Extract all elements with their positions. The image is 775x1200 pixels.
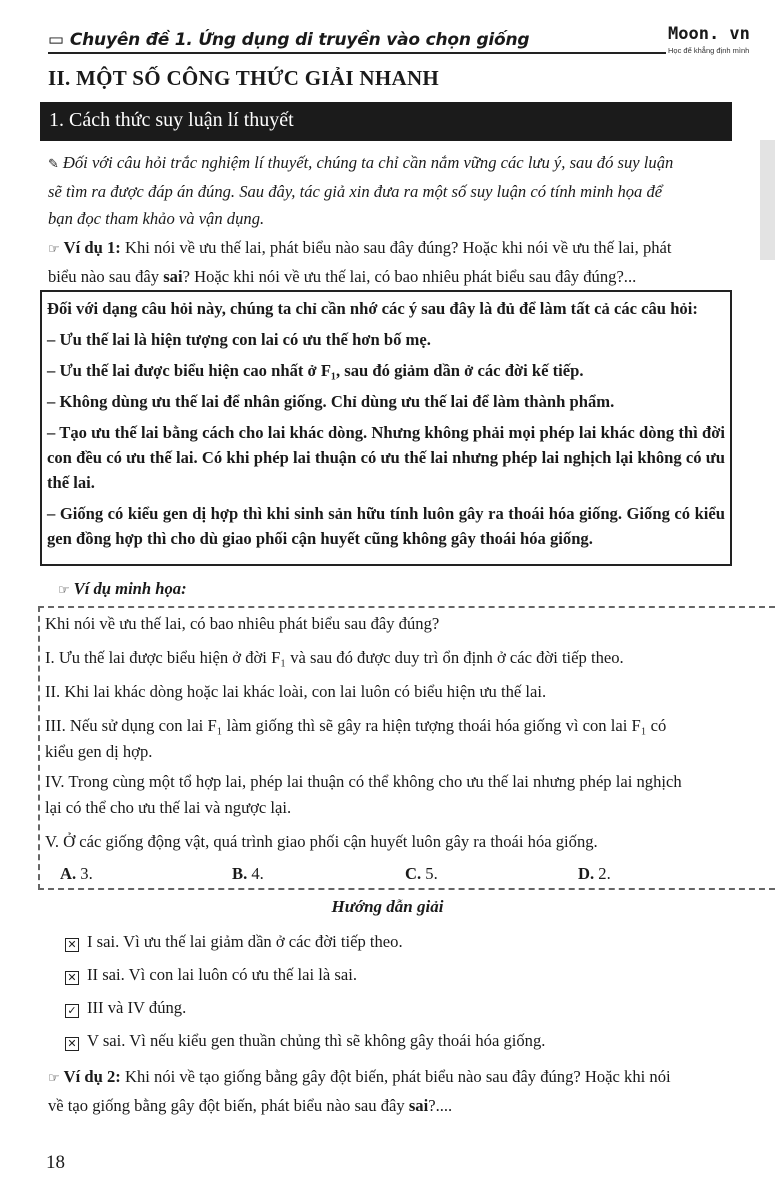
guide-item bbox=[65, 965, 357, 985]
example1-paragraph bbox=[48, 234, 736, 290]
subsection-title: 1. Cách thức suy luận lí thuyết bbox=[49, 109, 294, 131]
header-rule bbox=[48, 52, 666, 54]
pointing-hand-icon: ☞ bbox=[48, 1071, 60, 1086]
question-item: III. Nếu sử dụng con lai F₁ làm giống thì sẽ gây ra hiện tượng thoái hóa giống vì con lai F₁ có bbox=[45, 716, 667, 735]
chapter-title: Chuyên đề 1. Ứng dụng di truyền vào chọn giống bbox=[69, 30, 530, 50]
intro-line: Đối với câu hỏi trắc nghiệm lí thuyết, chúng ta chỉ cần nắm vững các lưu ý, sau đó suy luận bbox=[62, 153, 674, 172]
example1-emphasis: sai bbox=[163, 267, 183, 286]
pointing-hand-icon: ☞ bbox=[58, 583, 70, 598]
pointing-hand-icon: ☞ bbox=[48, 242, 60, 257]
guide-item bbox=[65, 1031, 545, 1051]
guide-text: III và IV đúng. bbox=[87, 998, 187, 1017]
question-item: I. Ưu thế lai được biểu hiện ở đời F₁ và sau đó được duy trì ổn định ở các đời tiếp theo. bbox=[45, 648, 624, 667]
option-value: 3. bbox=[80, 864, 93, 883]
example1-text: ? Hoặc khi nói về ưu thế lai, có bao nhiêu phát biểu sau đây đúng?... bbox=[182, 267, 637, 286]
option-d bbox=[578, 864, 611, 884]
example2-text: về tạo giống bằng gây đột biến, phát biểu nào sau đây bbox=[48, 1096, 409, 1115]
rules-intro: Đối với dạng câu hỏi này, chúng ta chỉ cần nhớ các ý sau đây là đủ để làm tất cả các câu hỏi: bbox=[47, 299, 698, 318]
rule-item: – Ưu thế lai là hiện tượng con lai có ưu thế hơn bố mẹ. bbox=[47, 330, 431, 349]
option-b bbox=[232, 864, 264, 884]
example2-label: Ví dụ 2: bbox=[63, 1067, 121, 1086]
check-box-icon: ✓ bbox=[65, 1004, 79, 1018]
example2-emphasis: sai bbox=[408, 1096, 429, 1115]
book-icon: ▭ bbox=[48, 30, 64, 50]
brand-logo: Moon. vn bbox=[668, 24, 750, 44]
guide-title: Hướng dẫn giải bbox=[331, 897, 444, 916]
intro-line: sẽ tìm ra được đáp án đúng. Sau đây, tác giả xin đưa ra một số suy luận có tính minh họa để bbox=[48, 182, 663, 201]
cross-box-icon: ✕ bbox=[65, 1037, 79, 1051]
rule-item: – Tạo ưu thế lai bằng cách cho lai khác dòng. Nhưng không phải mọi phép lai khác dòng thì đời con đều có ưu thế lai. Có khi phép lai thuận có ưu thế lai nhưng phép lai nghịch lại không có ưu thế lai. bbox=[47, 423, 725, 492]
question-item: V. Ở các giống động vật, quá trình giao phối cận huyết luôn gây ra thoái hóa giống. bbox=[45, 832, 598, 851]
guide-text: V sai. Vì nếu kiểu gen thuần chủng thì sẽ không gây thoái hóa giống. bbox=[87, 1031, 546, 1050]
chapter-header bbox=[48, 30, 529, 50]
subsection-band bbox=[40, 102, 732, 141]
page-number: 18 bbox=[46, 1152, 65, 1173]
guide-item bbox=[65, 932, 403, 952]
question-item: II. Khi lai khác dòng hoặc lai khác loài, con lai luôn có biểu hiện ưu thế lai. bbox=[45, 682, 547, 701]
example2-text: Khi nói về tạo giống bằng gây đột biến, phát biểu nào sau đây đúng? Hoặc khi nói bbox=[124, 1067, 671, 1086]
question-item: IV. Trong cùng một tổ hợp lai, phép lai thuận có thể không cho ưu thế lai nhưng phép lai nghịch bbox=[45, 772, 682, 791]
brand-tagline: Học để khẳng định mình bbox=[668, 46, 750, 55]
rule-item: – Ưu thế lai được biểu hiện cao nhất ở F₁, sau đó giảm dần ở các đời kế tiếp. bbox=[47, 361, 584, 380]
example1-label: Ví dụ 1: bbox=[63, 238, 121, 257]
intro-paragraph bbox=[48, 149, 736, 232]
guide-text: II sai. Vì con lai luôn có ưu thế lai là sai. bbox=[87, 965, 357, 984]
example1-text: Khi nói về ưu thế lai, phát biểu nào sau đây đúng? Hoặc khi nói về ưu thế lai, phát bbox=[124, 238, 672, 257]
illustration-heading bbox=[58, 575, 746, 604]
intro-line: bạn đọc tham khảo và vận dụng. bbox=[48, 209, 265, 228]
option-value: 5. bbox=[425, 864, 438, 883]
option-key: B. bbox=[232, 864, 248, 883]
cross-box-icon: ✕ bbox=[65, 938, 79, 952]
question-item: lại có thể cho ưu thế lai và ngược lại. bbox=[45, 798, 292, 817]
cross-box-icon: ✕ bbox=[65, 971, 79, 985]
question-item: kiểu gen dị hợp. bbox=[45, 742, 153, 761]
example2-text: ?.... bbox=[428, 1096, 453, 1115]
rule-item: – Không dùng ưu thế lai để nhân giống. Chỉ dùng ưu thế lai để làm thành phẩm. bbox=[47, 392, 615, 411]
option-key: D. bbox=[578, 864, 595, 883]
illustration-label: Ví dụ minh họa: bbox=[73, 579, 187, 598]
pencil-icon: ✎ bbox=[48, 157, 59, 172]
section-title: II. MỘT SỐ CÔNG THỨC GIẢI NHANH bbox=[48, 66, 440, 90]
option-key: A. bbox=[60, 864, 77, 883]
option-value: 4. bbox=[251, 864, 264, 883]
rule-item: – Giống có kiểu gen dị hợp thì khi sinh sản hữu tính luôn gây ra thoái hóa giống. Giống có kiểu gen đồng hợp thì cho dù giao phối cận huyết cũng không gây thoái hóa giống. bbox=[47, 504, 725, 548]
example1-text: biểu nào sau đây bbox=[48, 267, 164, 286]
rules-box bbox=[40, 290, 732, 566]
option-a bbox=[60, 864, 93, 884]
option-c bbox=[405, 864, 438, 884]
example2-paragraph bbox=[48, 1063, 736, 1119]
question-stem: Khi nói về ưu thế lai, có bao nhiêu phát biểu sau đây đúng? bbox=[45, 614, 440, 633]
guide-item bbox=[65, 998, 186, 1018]
margin-bar bbox=[760, 140, 775, 260]
option-key: C. bbox=[405, 864, 422, 883]
option-value: 2. bbox=[598, 864, 611, 883]
guide-text: I sai. Vì ưu thế lai giảm dần ở các đời tiếp theo. bbox=[87, 932, 403, 951]
